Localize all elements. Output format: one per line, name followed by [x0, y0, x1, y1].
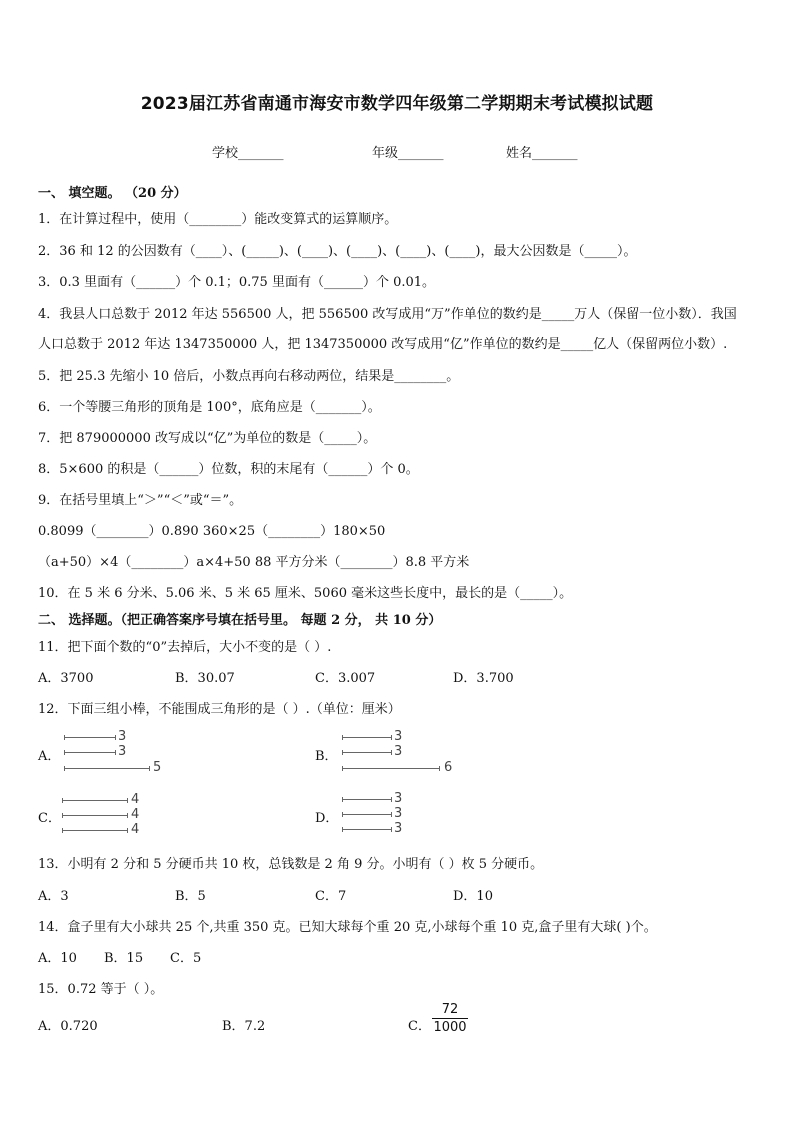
grade-field[interactable]	[372, 142, 444, 161]
q13-option-d[interactable]: D．10	[453, 889, 493, 904]
q11-option-c[interactable]: C．3.007	[315, 671, 376, 686]
fraction-numerator: 72	[441, 1002, 459, 1017]
q13-option-a[interactable]: A．3	[38, 889, 69, 904]
stick-b-2	[342, 752, 392, 753]
stick-a-2	[64, 752, 116, 753]
stick-a-3	[64, 768, 150, 769]
question-13: 13．小明有 2 分和 5 分硬币共 10 枚，总钱数是 2 角 9 分。小明有（ ）枚 5 分硬币。	[38, 857, 544, 872]
stick-a-1	[64, 737, 116, 738]
q11-option-a[interactable]: A．3700	[38, 671, 94, 686]
q11-option-d[interactable]: D．3.700	[453, 671, 514, 686]
stick-d-1	[342, 799, 392, 800]
stick-c-3	[62, 830, 128, 831]
question-11: 11．把下面个数的“0”去掉后，大小不变的是（ ）.	[38, 640, 332, 655]
fraction-bar	[432, 1018, 468, 1019]
stick-c-2-length: 4	[131, 807, 140, 822]
question-9-row-2: （a+50）×4（________）a×4+50 88 平方分米（________）8.8 平方米	[38, 555, 470, 570]
question-8: 8．5×600 的积是（______）位数，积的末尾有（______）个 0。	[38, 462, 419, 477]
q12-option-a-label[interactable]: A．	[38, 749, 61, 764]
school-label: 学校	[212, 146, 239, 161]
question-1: 1．在计算过程中，使用（________）能改变算式的运算顺序。	[38, 212, 398, 227]
q13-option-c[interactable]: C．7	[315, 889, 347, 904]
question-5: 5．把 25.3 先缩小 10 倍后，小数点再向右移动两位，结果是________。	[38, 369, 460, 384]
q14-option-a[interactable]: A．10	[38, 951, 77, 966]
stick-b-3	[342, 768, 440, 769]
stick-d-2-length: 3	[394, 806, 403, 821]
q15-option-c-label[interactable]: C．	[408, 1019, 431, 1034]
q15-option-a[interactable]: A．0.720	[38, 1019, 98, 1034]
stick-d-1-length: 3	[394, 791, 403, 806]
grade-blank: _______	[398, 146, 444, 161]
section-multiple-choice: 二、 选择题。（把正确答案序号填在括号里。 每题 2 分， 共 10 分）	[38, 613, 442, 628]
stick-d-3-length: 3	[394, 821, 403, 836]
q14-option-c[interactable]: C．5	[170, 951, 202, 966]
name-field[interactable]	[506, 142, 578, 161]
school-field[interactable]	[212, 142, 284, 161]
stick-b-1-length: 3	[394, 729, 403, 744]
question-4-line-2: 人口总数于 2012 年达 1347350000 人，把 1347350000 改写成用“亿”作单位的数约是_____亿人（保留两位小数）.	[38, 337, 728, 352]
q12-option-c-label[interactable]: C．	[38, 811, 61, 826]
q14-option-b[interactable]: B．15	[104, 951, 144, 966]
q11-option-b[interactable]: B．30.07	[175, 671, 235, 686]
stick-c-2	[62, 815, 128, 816]
question-10: 10．在 5 米 6 分米、5.06 米、5 米 65 厘米、5060 毫米这些长度中，最长的是（_____）。	[38, 586, 573, 601]
stick-a-2-length: 3	[118, 744, 127, 759]
stick-a-3-length: 5	[153, 760, 162, 775]
stick-b-3-length: 6	[444, 760, 453, 775]
name-label: 姓名	[506, 146, 533, 161]
q13-option-b[interactable]: B．5	[175, 889, 206, 904]
question-12: 12．下面三组小棒，不能围成三角形的是（ ）.（单位：厘米）	[38, 702, 401, 717]
stick-a-1-length: 3	[118, 729, 127, 744]
school-blank: _______	[238, 146, 284, 161]
q12-option-b-label[interactable]: B．	[315, 749, 338, 764]
stick-b-2-length: 3	[394, 744, 403, 759]
question-6: 6．一个等腰三角形的顶角是 100°，底角应是（_______）。	[38, 400, 381, 415]
section-fill-in: 一、 填空题。 （20 分）	[38, 186, 187, 201]
grade-label: 年级	[372, 146, 399, 161]
stick-d-3	[342, 829, 392, 830]
question-9-row-1: 0.8099（________）0.890 360×25（________）180×50	[38, 524, 386, 539]
question-7: 7．把 879000000 改写成以“亿”为单位的数是（_____）。	[38, 431, 377, 446]
question-9: 9．在括号里填上“＞”“＜”或“＝”。	[38, 493, 243, 508]
page-title: 2023届江苏省南通市海安市数学四年级第二学期期末考试模拟试题	[140, 94, 654, 114]
name-blank: _______	[532, 146, 578, 161]
stick-c-3-length: 4	[131, 822, 140, 837]
q12-option-d-label[interactable]: D．	[315, 811, 339, 826]
question-14: 14．盒子里有大小球共 25 个,共重 350 克。已知大球每个重 20 克,小球每个重 10 克,盒子里有大球( )个。	[38, 920, 657, 935]
fraction-denominator: 1000	[433, 1020, 467, 1035]
question-2: 2．36 和 12 的公因数有（____）、(_____)、(____)、(____)、(____)、(____)，最大公因数是（_____）。	[38, 244, 637, 259]
stick-d-2	[342, 814, 392, 815]
question-3: 3．0.3 里面有（______）个 0.1；0.75 里面有（______）个 0.01。	[38, 275, 436, 290]
stick-b-1	[342, 737, 392, 738]
stick-c-1-length: 4	[131, 792, 140, 807]
q15-option-b[interactable]: B．7.2	[222, 1019, 266, 1034]
q15-option-c-fraction	[432, 1002, 468, 1035]
question-4-line-1: 4．我县人口总数于 2012 年达 556500 人，把 556500 改写成用“万”作单位的数约是_____万人（保留一位小数）．我国	[38, 307, 737, 322]
question-15: 15．0.72 等于（ ）。	[38, 982, 164, 997]
stick-c-1	[62, 800, 128, 801]
